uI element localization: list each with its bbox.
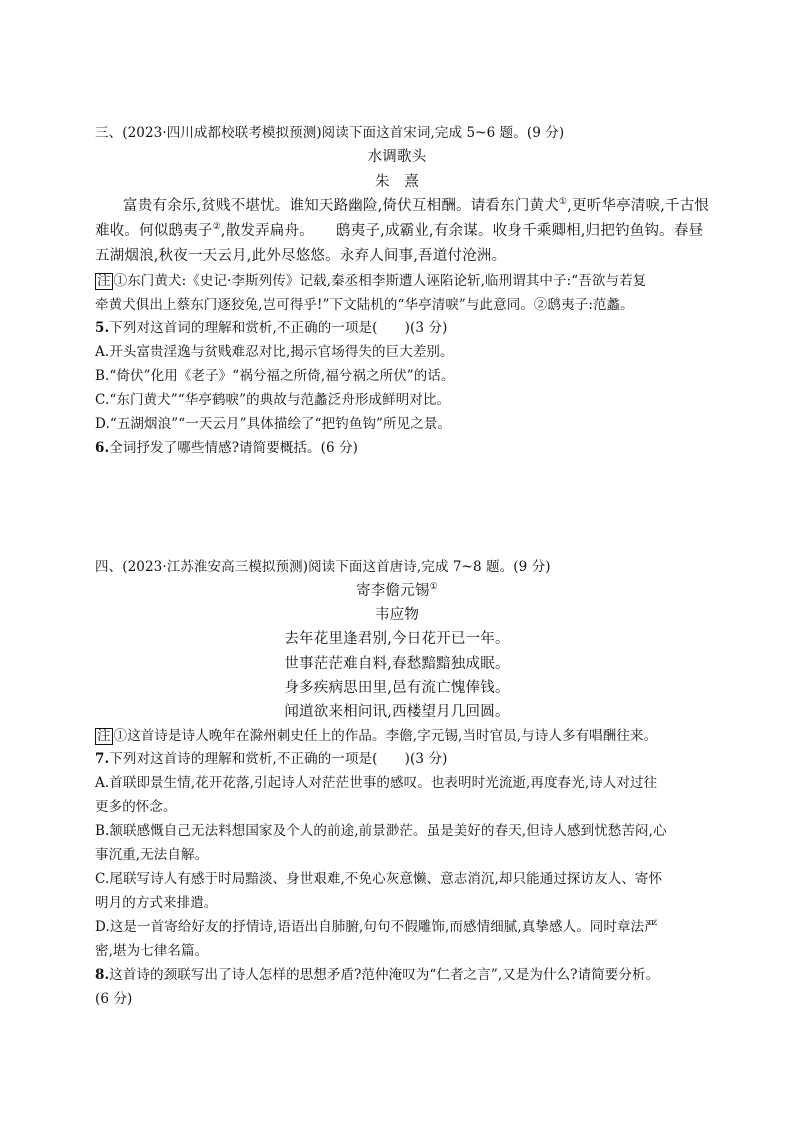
- poem-title: 水调歌头: [367, 149, 427, 165]
- footnote-marker: ①: [558, 197, 568, 208]
- question-6-stem: 6.全词抒发了哪些情感?请简要概括。(6 分): [95, 440, 359, 456]
- note-line: 牵黄犬俱出上蔡东门逐狡兔,岂可得乎!”下文陆机的“华亭清唳”与此意同。②鸱夷子:范蠡。: [95, 297, 634, 313]
- note-line: 注 ①这首诗是诗人晚年在滁州刺史任上的作品。李儋,字元锡,当时官员,与诗人多有唱酬往来。: [97, 728, 658, 744]
- note-label: 注: [97, 728, 111, 744]
- question-8-stem: 8.这首诗的颈联写出了诗人怎样的思想矛盾?范仲淹叹为“仁者之言”,又是为什么?请简要分析。: [95, 967, 660, 983]
- q7-option-a: A.首联即景生情,花开花落,引起诗人对茫茫世事的感叹。也表明时光流逝,再度春光,诗人对过往: [95, 775, 658, 791]
- question-5-stem: 5.下列对这首词的理解和赏析,不正确的一项是( )(3 分): [95, 320, 448, 336]
- poem-title: 寄李儋元锡①: [356, 582, 438, 599]
- q7-option-b: B.颔联感慨自己无法料想国家及个人的前途,前景渺茫。虽是美好的春天,但诗人感到忧愁苦闷,心: [95, 823, 667, 839]
- section4-header: 四、(2023·江苏淮安高三模拟预测)阅读下面这首唐诗,完成 7~8 题。(9 分): [95, 559, 551, 575]
- poem-author: 韦应物: [374, 607, 420, 623]
- q7-option-c: C.尾联写诗人有感于时局黯淡、身世艰难,不免心灰意懒、意志消沉,却只能通过探访友人、寄怀: [95, 871, 663, 887]
- q7-option-c: 明月的方式来排遣。: [95, 895, 218, 911]
- q7-option-d: D.这是一首寄给好友的抒情诗,语语出自肺腑,句句不假雕饰,而感情细腻,真挚感人。同时章法严: [95, 919, 658, 935]
- q7-option-a: 更多的怀念。: [95, 799, 177, 815]
- footnote-marker: ②: [212, 222, 221, 233]
- note-line: 注 ①东门黄犬:《史记·李斯列传》记载,秦丞相李斯遭人诬陷论斩,临刑谓其中子:“吾欲与若复: [97, 273, 647, 289]
- q7-option-b: 事沉重,无法自解。: [95, 847, 209, 863]
- q5-option-d: D.“五湖烟浪”“一天云月”具体描绘了“把钓鱼钩”所见之景。: [95, 416, 452, 432]
- poem-line: 去年花里逢君别,今日花开已一年。: [284, 631, 510, 647]
- q5-option-b: B.“倚伏”化用《老子》“祸兮福之所倚,福兮祸之所伏”的话。: [95, 368, 455, 384]
- poem-line: 五湖烟浪,秋夜一天云月,此外尽悠悠。永弃人间事,吾道付沧洲。: [95, 248, 507, 264]
- q5-option-c: C.“东门黄犬”“华亭鹤唳”的典故与范蠡泛舟形成鲜明对比。: [95, 392, 451, 408]
- q7-option-d: 密,堪为七律名篇。: [95, 943, 209, 959]
- section3-header: 三、(2023·四川成都校联考模拟预测)阅读下面这首宋词,完成 5~6 题。(9 分): [95, 125, 565, 141]
- poem-line: 富贵有余乐,贫贱不堪忧。谁知天路幽险,倚伏互相酬。请看东门黄犬①,更听华亭清唳,千古恨: [123, 197, 710, 214]
- poem-line: 难收。何似鸱夷子②,散发弄扁舟。 鸱夷子,成霸业,有余谋。收身千乘卿相,归把钓鱼钩。春昼: [95, 222, 704, 239]
- poem-line: 世事茫茫难自料,春愁黯黯独成眠。: [284, 656, 510, 672]
- poem-author: 朱 熹: [374, 174, 420, 190]
- poem-line: 闻道欲来相问讯,西楼望月几回圆。: [284, 704, 510, 720]
- question-8-stem: (6 分): [95, 991, 133, 1007]
- question-7-stem: 7.下列对这首诗的理解和赏析,不正确的一项是( )(3 分): [95, 751, 448, 767]
- footnote-marker: ①: [429, 582, 438, 593]
- poem-line: 身多疾病思田里,邑有流亡愧俸钱。: [284, 680, 510, 696]
- note-label: 注: [97, 273, 111, 289]
- q5-option-a: A.开头富贵淫逸与贫贱难忍对比,揭示官场得失的巨大差别。: [95, 344, 454, 360]
